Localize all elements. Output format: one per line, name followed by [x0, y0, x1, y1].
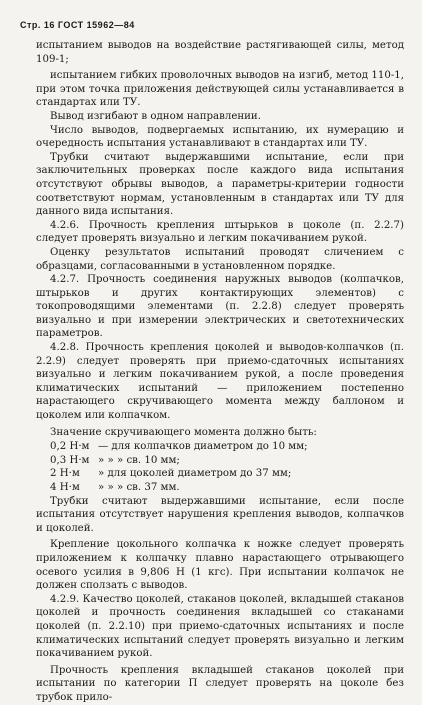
- torque-target: » » »: [98, 482, 124, 493]
- torque-value: 2 Н·м: [50, 468, 80, 480]
- page-header: Стр. 16 ГОСТ 15962—84: [20, 20, 135, 30]
- paragraph: Вывод изгибают в одном направлении.: [50, 110, 261, 122]
- torque-value: 0,2 Н·м: [50, 441, 90, 453]
- torque-condition: до 37 мм;: [240, 468, 292, 480]
- torque-row: [50, 440, 404, 454]
- section-4-2-8: 4.2.8. Прочность крепления цоколей и выводов-колпачков (п. 2.2.9) следует проверять при приемо-сдаточных испытаниях визуально и легким покачиванием рукой, а после проведения климатических испытаний — приложением постепенно нарастающего скручивающего момента между баллоном и цоколем или колпачком.: [36, 342, 404, 422]
- document-body: [36, 39, 404, 705]
- torque-target: » » »: [98, 454, 124, 466]
- section-4-2-6: 4.2.6. Прочность крепления штырьков в цоколе (п. 2.2.7) следует проверять визуально и легким покачиванием рукой.: [36, 219, 404, 245]
- torque-value: 0,3 Н·м: [50, 454, 90, 466]
- torque-condition: св. 37 мм.: [126, 482, 180, 493]
- paragraph: испытанием выводов на воздействие растягивающей силы, метод 109-1;: [36, 40, 404, 65]
- torque-target: » для цоколей диаметром: [98, 468, 237, 480]
- paragraph: Число выводов, подвергаемых испытанию, их нумерацию и очередность испытания устанавливают в стандартах или ТУ.: [36, 124, 404, 150]
- torque-table: [50, 440, 404, 494]
- paragraph: испытанием гибких проволочных выводов на изгиб, метод 110-1, при этом точка приложения действующей силы устанавливается в стандартах или ТУ.: [36, 70, 404, 109]
- paragraph: Трубки считают выдержавшими испытание, если после испытания отсутствует нарушения крепления выводов, колпачков и цоколей.: [36, 495, 404, 534]
- paragraph: Оценку результатов испытаний проводят сличением с образцами, согласованными в установленном порядке.: [36, 246, 404, 272]
- torque-condition: св. 10 мм;: [126, 454, 180, 466]
- torque-intro: Значение скручивающего момента должно быть:: [50, 426, 317, 438]
- paragraph: Прочность крепления вкладышей стаканов цоколей при испытании по категории П следует проверять на цоколе без трубок прило-: [36, 664, 404, 703]
- section-4-2-9: 4.2.9. Качество цоколей, стаканов цоколей, вкладышей стаканов цоколей и прочность соединения вкладышей со стаканами цоколей (п. 2.2.10) при приемо-сдаточных испытаниях и после климатических испытаний следует проверять визуально и легким покачиванием рукой.: [36, 593, 404, 660]
- torque-row: [50, 467, 404, 481]
- torque-condition: до 10 мм;: [256, 441, 308, 453]
- section-4-2-7: 4.2.7. Прочность соединения наружных выводов (колпачков, штырьков и других контактирующих элементов) с токопроводящими элементами (п. 2.2.8) следует проверять визуально и при измерении электрических и светотехнических параметров.: [36, 274, 404, 340]
- paragraph: Трубки считают выдержавшими испытание, если при заключительных проверках после каждого вида испытания отсутствуют обрывы выводов, а параметры-критерии годности соответствуют нормам, установленным в стандартах или ТУ для данного вида испытания.: [36, 151, 404, 218]
- paragraph: Крепление цокольного колпачка к ножке следует проверять приложением к колпачку плавно нарастающего отрывающего осевого усилия в 9,806 Н (1 кгс). При испытании колпачок не должен сползать с выводов.: [36, 539, 404, 592]
- torque-value: 4 Н·м: [50, 482, 80, 493]
- torque-row: [50, 454, 404, 468]
- torque-target: — для колпачков диаметром: [98, 441, 254, 453]
- torque-row: [50, 481, 404, 495]
